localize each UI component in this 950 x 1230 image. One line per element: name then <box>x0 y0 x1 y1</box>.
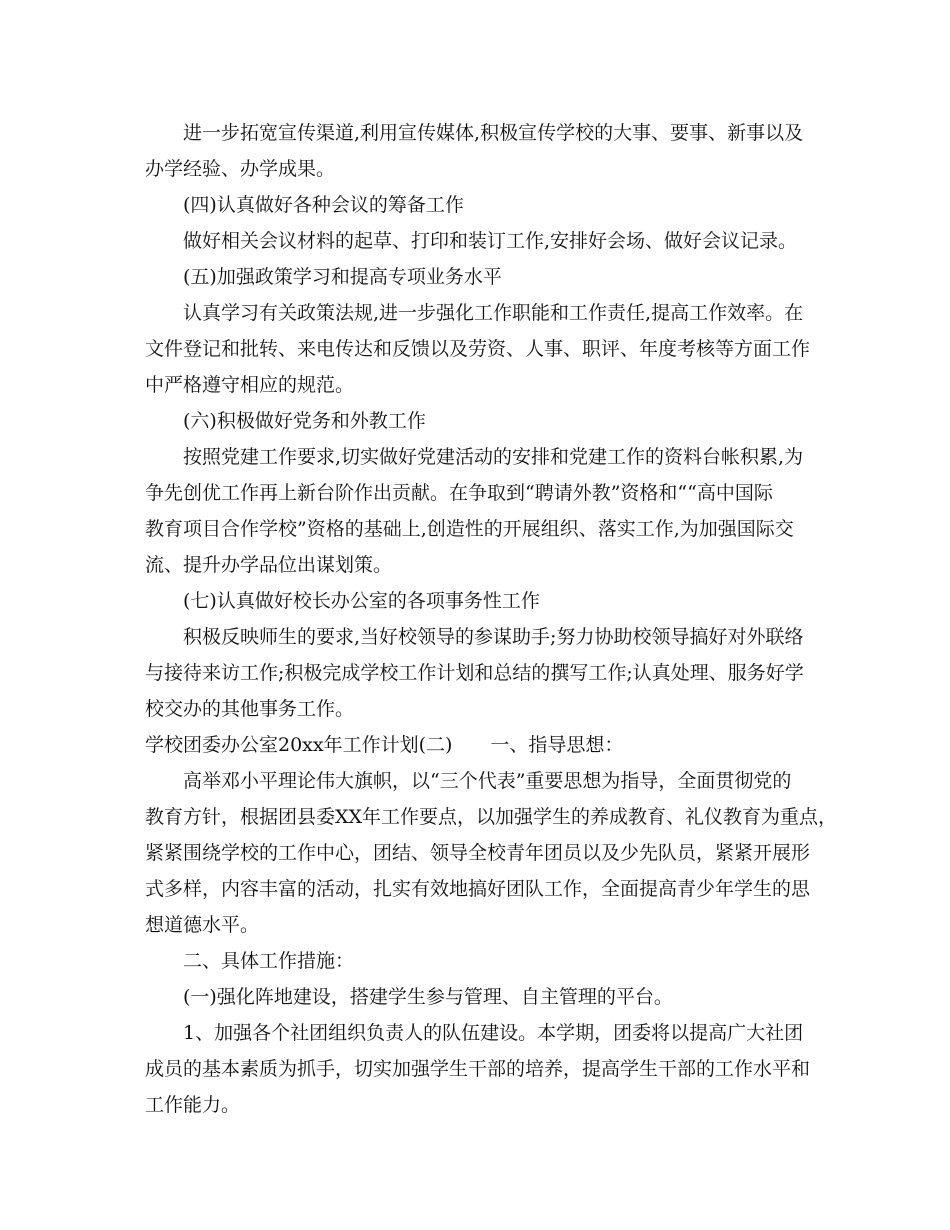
paragraph-line: 文件登记和批转、来电传达和反馈以及劳资、人事、职评、年度考核等方面工作 <box>145 338 811 360</box>
paragraph-line: 高举邓小平理论伟大旗帜，以“三个代表”重要思想为指导，全面贯彻党的 <box>183 770 792 792</box>
paragraph-line: 式多样，内容丰富的活动，扎实有效地搞好团队工作，全面提高青少年学生的思 <box>145 878 811 900</box>
paragraph-line: 教育方针，根据团县委XX年工作要点，以加强学生的养成教育、礼仪教育为重点， <box>145 806 838 828</box>
paragraph-line: 办学经验、办学成果。 <box>145 158 336 180</box>
section-heading: (五)加强政策学习和提高专项业务水平 <box>183 266 502 288</box>
paragraph-line: 想道德水平。 <box>145 914 260 936</box>
section-heading: (四)认真做好各种会议的筹备工作 <box>183 194 464 216</box>
paragraph-line: 工作能力。 <box>145 1094 241 1116</box>
section-heading: 二、具体工作措施： <box>183 950 355 972</box>
paragraph-line: 校交办的其他事务工作。 <box>145 698 355 720</box>
section-heading: (六)积极做好党务和外教工作 <box>183 410 426 432</box>
paragraph-line: 积极反映师生的要求,当好校领导的参谋助手;努力协助校领导搞好对外联络 <box>183 626 804 648</box>
paragraph-line: 成员的基本素质为抓手，切实加强学生干部的培养，提高学生干部的工作水平和 <box>145 1058 811 1080</box>
section-heading: (七)认真做好校长办公室的各项事务性工作 <box>183 590 540 612</box>
paragraph-line: 流、提升办学品位出谋划策。 <box>145 554 393 576</box>
paragraph-line: 1、加强各个社团组织负责人的队伍建设。本学期，团委将以提高广大社团 <box>183 1022 804 1044</box>
paragraph-line: 进一步拓宽宣传渠道,利用宣传媒体,积极宣传学校的大事、要事、新事以及 <box>183 122 804 144</box>
section-heading: (一)强化阵地建设，搭建学生参与管理、自主管理的平台。 <box>183 986 673 1008</box>
paragraph-line: 紧紧围绕学校的工作中心，团结、领导全校青年团员以及少先队员，紧紧开展形 <box>145 842 811 864</box>
paragraph-line: 做好相关会议材料的起草、打印和装订工作,安排好会场、做好会议记录。 <box>183 230 798 252</box>
document-title-line: 学校团委办公室20xx年工作计划(二) 一、指导思想： <box>145 734 624 756</box>
paragraph-line: 与接待来访工作;积极完成学校工作计划和总结的撰写工作;认真处理、服务好学 <box>145 662 804 684</box>
paragraph-line: 争先创优工作再上新台阶作出贡献。在争取到“聘请外教”资格和““高中国际 <box>145 482 773 504</box>
paragraph-line: 中严格遵守相应的规范。 <box>145 374 355 396</box>
paragraph-line: 认真学习有关政策法规,进一步强化工作职能和工作责任,提高工作效率。在 <box>183 302 804 324</box>
paragraph-line: 按照党建工作要求,切实做好党建活动的安排和党建工作的资料台帐积累,为 <box>183 446 804 468</box>
paragraph-line: 教育项目合作学校”资格的基础上,创造性的开展组织、落实工作,为加强国际交 <box>145 518 794 540</box>
